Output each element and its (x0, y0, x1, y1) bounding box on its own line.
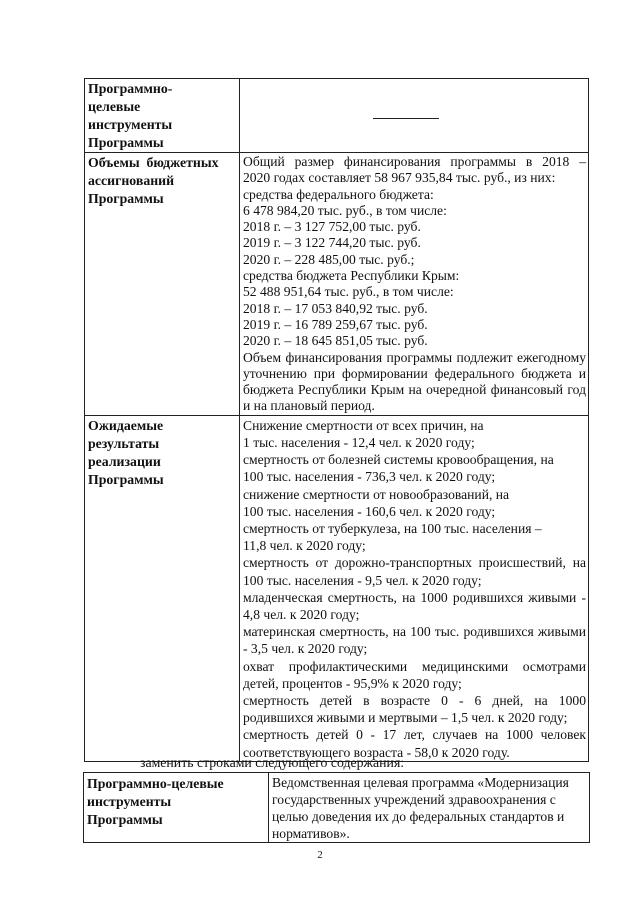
text-line: 2018 г. – 17 053 840,92 тыс. руб. (243, 300, 428, 316)
text-paragraph: младенческая смертность, на 1000 родившихся живыми - 4,8 чел. к 2020 году; (243, 589, 586, 622)
label-line: инструменты (87, 794, 172, 809)
text-paragraph: материнская смертность, на 100 тыс. родившихся живыми - 3,5 чел. к 2020 году; (243, 624, 586, 657)
row-label-budget (85, 153, 240, 416)
replacement-intro: заменить строками следующего содержания: (140, 755, 405, 770)
text-line: Общий размер финансирования программы в 2018 – (243, 154, 586, 169)
passport-table (84, 78, 589, 762)
text-line: 2020 г. – 18 645 851,05 тыс. руб. (243, 333, 428, 349)
text-line: 6 478 984,20 тыс. руб., в том числе: (243, 202, 447, 218)
text-line: 52 488 951,64 тыс. руб., в том числе: (243, 284, 454, 300)
label-line: ассигнований (88, 173, 175, 188)
text-line: 1 тыс. населения - 12,4 чел. к 2020 году; (243, 434, 475, 450)
text-paragraph: смертность от дорожно-транспортных происшествий, на 100 тыс. населения - 9,5 чел. к 2020 году; (243, 555, 586, 588)
table-row (85, 415, 589, 761)
text-line: 2019 г. – 3 122 744,20 тыс. руб. (243, 235, 421, 251)
label-line: реализации (88, 453, 161, 469)
label-line: инструменты (88, 117, 173, 132)
text-line: 100 тыс. населения - 160,6 чел. к 2020 году; (243, 503, 496, 519)
row-value-instruments (240, 79, 589, 153)
text-line: средства бюджета Республики Крым: (243, 268, 460, 284)
text-line: смертность от болезней системы кровообращения, на (243, 452, 554, 468)
text-line: 2019 г. – 16 789 259,67 тыс. руб. (243, 316, 428, 332)
text-paragraph: смертность детей в возрасте 0 - 6 дней, на 1000 родившихся живыми и мертвыми – 1,5 чел. к 2020 году; (243, 693, 586, 726)
text-line: смертность от туберкулеза, на 100 тыс. населения – (243, 520, 542, 536)
label-line: Программы (87, 812, 163, 827)
label-line: целевые (88, 99, 141, 114)
row-value-budget (240, 153, 589, 416)
text-paragraph: Объем финансирования программы подлежит ежегодному уточнению при формировании федерального бюджета и бюджета Республики Крым на очередной финансовый год и на плановый период. (243, 349, 586, 414)
row-value-instruments-new: Ведомственная целевая программа «Модернизация государственных учреждений здравоохранения с целью доведения их до федеральных стандартов и нормативов». (269, 773, 590, 843)
label-line: Программы (88, 135, 164, 150)
label-line: Программно-целевые (87, 776, 224, 791)
label-line: Ожидаемые (88, 417, 164, 433)
empty-dash (373, 118, 439, 119)
row-label-instruments-new (84, 773, 269, 843)
text-line: средства федерального бюджета: (243, 186, 434, 202)
text-line: 100 тыс. населения - 736,3 чел. к 2020 году; (243, 469, 496, 485)
table-row (85, 153, 589, 416)
text-line: Снижение смертности от всех причин, на (243, 417, 484, 433)
label-line: результаты (88, 435, 160, 451)
text-line: 2018 г. – 3 127 752,00 тыс. руб. (243, 219, 421, 235)
row-value-results (240, 415, 589, 761)
page-number: 2 (317, 849, 323, 861)
row-label-results (85, 415, 240, 761)
text-line: 11,8 чел. к 2020 году; (243, 538, 366, 554)
row-label-instruments (85, 79, 240, 153)
label-line: Программы (88, 191, 164, 206)
replacement-table (83, 772, 590, 843)
label-line: Программы (88, 471, 164, 487)
table-row (84, 773, 590, 843)
text-line: снижение смертности от новообразований, на (243, 486, 510, 502)
table-row (85, 79, 589, 153)
text-line: 2020 г. – 228 485,00 тыс. руб.; (243, 251, 415, 267)
text-line: 2020 годах составляет 58 967 935,84 тыс. руб., из них: (243, 170, 556, 186)
label-line: Объемы бюджетных (88, 155, 219, 170)
text-paragraph: смертность детей 0 - 17 лет, случаев на 1000 человек соответствующего возраста - 58,0 к 2020 году. (243, 727, 586, 760)
label-line: Программно- (88, 81, 173, 96)
text-paragraph: охват профилактическими медицинскими осмотрами детей, процентов - 95,9% к 2020 году; (243, 658, 586, 691)
